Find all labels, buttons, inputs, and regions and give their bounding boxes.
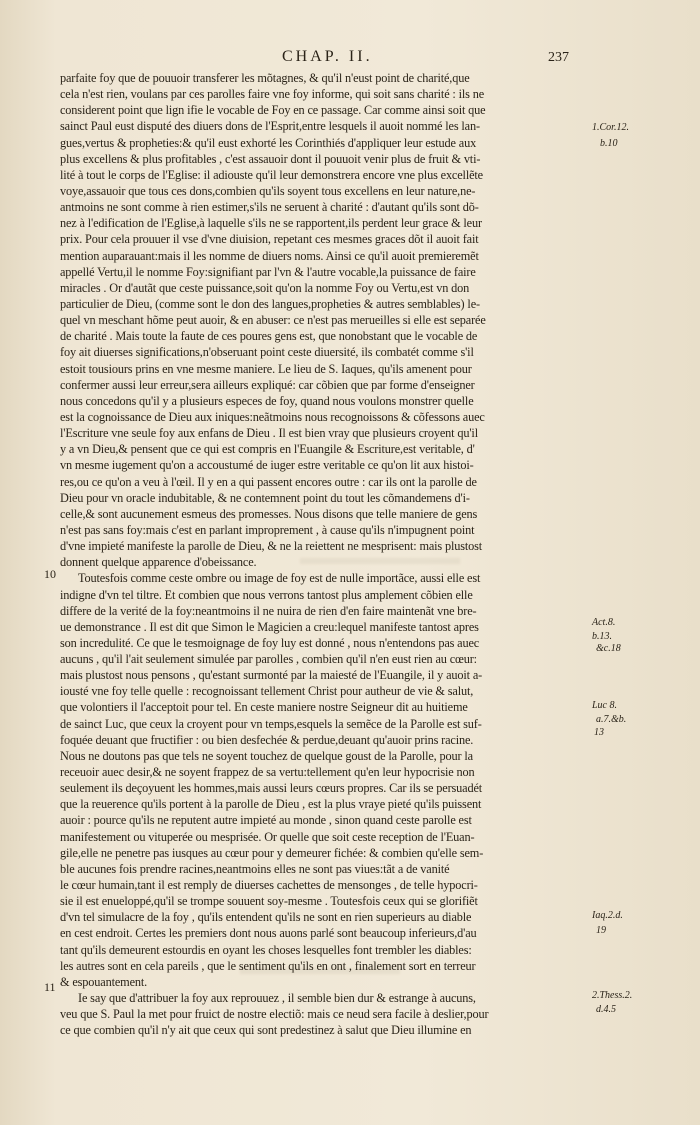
margin-note: b.10 [600, 138, 618, 149]
margin-note: Act.8. [592, 617, 616, 628]
text-line: d'vn tel simulacre de la foy , qu'ils entendent qu'ils ne sont en rien superieurs au diable [60, 910, 472, 925]
text-line: & espouantement. [60, 974, 148, 989]
margin-note: 13 [594, 727, 604, 738]
text-line: nous concedons qu'il y a plusieurs especes de foy, quand nous voulons monstrer quelle [60, 393, 474, 408]
margin-note: &c.18 [596, 643, 621, 654]
text-line: antmoins ne sont comme à rien estimer,s'ils ne seruent à charité : d'autant qu'ils sont dõ- [60, 200, 479, 215]
text-line: Ie say que d'attribuer la foy aux reprouuez , il semble bien dur & estrange à aucuns, [78, 991, 476, 1006]
text-line: manifestement ou vituperée ou mesprisée. Or quelle que soit ceste reception de l'Euan- [60, 829, 475, 844]
text-line: lité à tout le corps de l'Eglise: il adiouste qu'il leur demonstrera encore vne plus excellẽte [60, 167, 483, 182]
text-line: mais plustost nous pensons , qu'estant surmonté par la maiesté de l'Euangile, il y auoit a- [60, 668, 483, 683]
text-line: le cœur humain,tant il est remply de diuerses cachettes de mensonges , de telle hypocri- [60, 878, 478, 893]
text-line: iousté vne foy telle quelle : recognoissant tellement Christ pour autheur de vie & salut, [60, 684, 474, 699]
text-line: res,ou ce qu'on a veu à l'œil. Il y en a qui passent encores outre : car ils ont la parolle de [60, 474, 477, 489]
text-line: confermer aussi leur erreur,sera ailleurs expliqué: car cõbien que par forme d'enseigner [60, 377, 475, 392]
text-line: aucuns , qu'il l'ait seulement simulée par parolles , combien qu'il n'en eust rien au cœur: [60, 652, 477, 667]
text-line: differe de la verité de la foy:neantmoins il ne nuira de rien d'en faire maintenãt vne bre- [60, 603, 477, 618]
text-line: quel vn meschant hõme peut auoir, & en abuser: ce n'est pas merueilles si elle est separée [60, 313, 486, 328]
text-line: foquée deuant que fructifier : ou bien desfechée & perdue,deuant qu'auoir prins racine. [60, 732, 474, 747]
text-line: n'est pas sans foy:mais c'est en parlant improprement , à cause qu'ils n'impugnent point [60, 522, 475, 537]
text-line: y a vn Dieu,& pensent que ce qui est compris en l'Euangile & Escriture,est veritable, d' [60, 442, 475, 457]
text-line: donnent quelque apparence d'obeissance. [60, 555, 257, 570]
text-line: seulement ils deçoyuent les hommes,mais aussi leurs cœurs propres. Car ils se persuadét [60, 781, 483, 796]
text-line: ce que combien qu'il n'y ait que ceux qui sont predestinez à salut que Dieu illumine en [60, 1023, 472, 1038]
text-line: l'Escriture vne seule foy aux enfans de Dieu . Il est bien vray que plusieurs croyent qu'il [60, 426, 478, 441]
text-line: prix. Pour cela prouuer il vse d'vne diuision, repetant ces mesmes graces dõt il auoit fait [60, 232, 479, 247]
text-line: voye,assauoir que tous ces dons,combien qu'ils soyent tous excellens en leur nature,ne- [60, 183, 476, 198]
text-line: auoir : pource qu'ils ne reputent autre impieté au monde , sinon quand ceste parolle est [60, 813, 472, 828]
body-text [60, 70, 580, 1038]
margin-notes [592, 0, 662, 1125]
text-line: considerent point que lign ifie le vocable de Foy en ce passage. Car comme ainsi soit que [60, 103, 486, 118]
text-line: d'vne impieté manifeste la parolle de Dieu, & ne la reiettent ne mesprisent: mais plustost [60, 539, 483, 554]
text-line: Toutesfois comme ceste ombre ou image de foy est de nulle importãce, aussi elle est [78, 571, 481, 586]
text-line: celle,& sont aucunement esmeus des promesses. Nous disons que telle maniere de gens [60, 506, 478, 521]
text-line: miracles . Or d'autãt que ceste puissance,soit qu'on la nomme Foy ou Vertu,est vn don [60, 280, 470, 295]
text-line: de charité . Mais toute la faute de ces poures gens est, que nonobstant que le vocable de [60, 329, 478, 344]
text-line: que volontiers il l'acceptoit pour tel. En ceste maniere nostre Seigneur dit au huitieme [60, 700, 468, 715]
text-line: indigne d'vn tel tiltre. Et combien que nous verrons tantost plus amplement cõbien elle [60, 587, 473, 602]
text-line: sie il est enueloppé,qu'il se trompe souuent soy-mesme . Toutesfois ceux qui se glorifiẽt [60, 894, 478, 909]
text-line: son incredulité. Ce que le tesmoignage de foy luy est donné , nous n'entendons pas auec [60, 635, 480, 650]
text-line: Dieu pour vn oracle indubitable, & ne contemnent point du tout les cõmandemens d'i- [60, 490, 470, 505]
text-line: gues,vertus & propheties:& qu'il eust exhorté les Corinthiés d'appliquer leur estude aux [60, 135, 477, 150]
section-number: 10 [44, 567, 56, 581]
margin-note: a.7.&b. [596, 714, 627, 725]
margin-note: Iaq.2.d. [592, 910, 623, 921]
section-number: 11 [44, 980, 56, 994]
text-line: de sainct Luc, que ceux la croyent pour vn temps,esquels la semẽce de la Parolle est suf- [60, 716, 482, 731]
text-line: que la reuerence qu'ils portent à la parolle de Dieu , est la plus vraye pieté qu'ils puissent [60, 797, 482, 812]
text-line: en cest endroit. Certes les premiers dont nous auons parlé sont beaucoup inferieurs,d'au [60, 926, 477, 941]
margin-note: 19 [596, 925, 606, 936]
text-line: gile,elle ne penetre pas iusques au cœur pour y demeurer fichée: & combien qu'elle sem- [60, 845, 484, 860]
text-line: Nous ne doutons pas que tels ne soyent touchez de quelque goust de la Parolle, pour la [60, 748, 473, 763]
margin-note: 1.Cor.12. [592, 122, 629, 133]
margin-note: 2.Thess.2. [592, 990, 633, 1001]
text-line: les autres sont en cela pareils , que le sentiment qu'ils en ont , finalement sort en terreur [60, 958, 476, 973]
text-line: foy ait diuerses significations,n'obseruant point ceste diuersité, ils combatét comme s'il [60, 345, 474, 360]
text-line: ble aucunes fois prendre racines,neantmoins elles ne sont pas viues:tãt a de vanité [60, 861, 450, 876]
text-line: veu que S. Paul la met pour fruict de nostre electiõ: mais ce neud sera facile à deslier,pour [60, 1007, 489, 1022]
text-line: mention auparauant:mais il les nomme de diuers noms. Ainsi ce qu'il auoit premieremẽt [60, 248, 479, 263]
margin-note: d.4.5 [596, 1004, 616, 1015]
text-line: nez à l'edification de l'Eglise,à laquelle s'ils ne se rapportent,ils perdent leur grace & leur [60, 216, 482, 231]
margin-note: b.13. [592, 631, 612, 642]
margin-note: Luc 8. [592, 700, 617, 711]
chapter-heading: CHAP. II. [282, 48, 373, 65]
text-line: plus excellens & plus profitables , c'est assauoir dont il pouuoit venir plus de fruit & vti- [60, 151, 481, 166]
text-line: ue demonstrance . Il est dit que Simon le Magicien a creu:lequel manifeste tantost apres [60, 619, 479, 634]
text-line: vn mesme iugement qu'on a accoustumé de iuger estre veritable ce qu'on lit aux histoi- [60, 458, 474, 473]
page-number: 237 [548, 50, 569, 65]
text-line: sainct Paul eust disputé des diuers dons de l'Esprit,entre lesquels il auoit nommé les lan- [60, 119, 480, 134]
text-line: particulier de Dieu, (comme sont le don des langues,propheties & autres semblables) le- [60, 296, 480, 311]
text-line: receuoir auec desir,& ne soyent frappez de sa vertu:tellement qu'en leur hypocrisie non [60, 765, 475, 780]
text-line: estoit tousiours prins en vne mesme maniere. Le lieu de S. Iaques, qu'ils amenent pour [60, 361, 472, 376]
text-line: est la cognoissance de Dieu aux iniques:neãtmoins nous recognoissons & cõfessons auec [60, 409, 485, 424]
text-line: parfaite foy que de pouuoir transferer les mõtagnes, & qu'il n'eust point de charité,que [60, 71, 470, 85]
text-line: appellé Vertu,il le nomme Foy:signifiant par l'vn & l'autre vocable,la puissance de faire [60, 264, 476, 279]
text-line: tant qu'ils demeurent estourdis en oyant les choses lesquelles font trembler les diables: [60, 942, 472, 957]
text-line: cela n'est rien, voulans par ces parolles faire vne foy informe, qui soit sans charité : ils ne [60, 87, 485, 102]
